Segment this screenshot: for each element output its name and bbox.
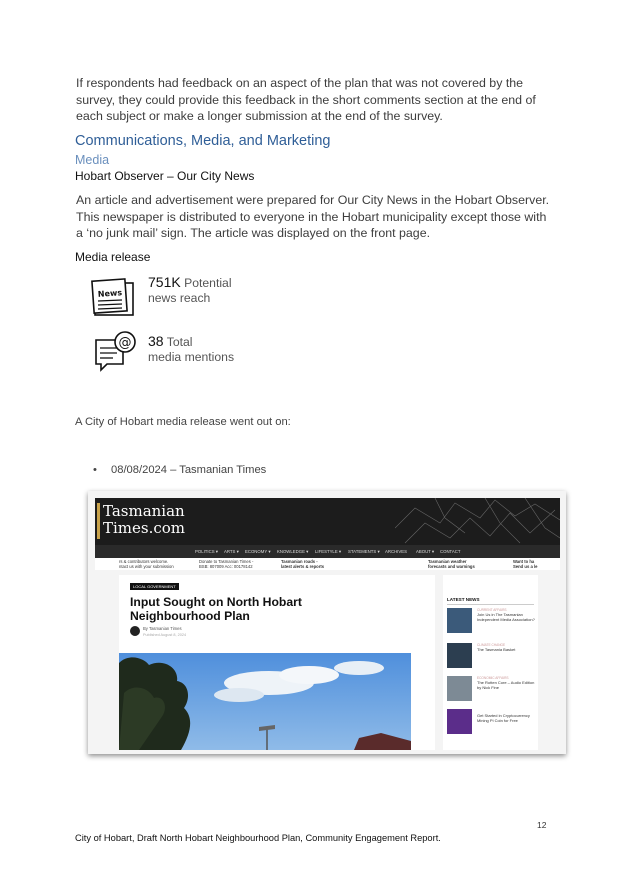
- release-intro: A City of Hobart media release went out on:: [75, 416, 291, 428]
- newspaper-icon: [90, 276, 136, 318]
- stat-value: 38: [148, 333, 164, 349]
- news-title: Join Us in The Tasmanian Independent Media Association?: [477, 612, 535, 622]
- sidebar-news-item[interactable]: [447, 676, 537, 704]
- news-thumbnail: [447, 676, 472, 701]
- release-item-text: 08/08/2024 – Tasmanian Times: [111, 464, 267, 476]
- article-photo: [119, 653, 411, 750]
- news-category: CLIMATE CHANGE: [477, 643, 506, 647]
- info-line: Want to ha: [513, 559, 535, 564]
- latest-news-sidebar: [443, 575, 538, 750]
- bullet: •: [93, 464, 97, 476]
- subsubsection-heading: Hobart Observer – Our City News: [75, 169, 255, 183]
- logo-line-1: Tasmanian: [103, 502, 185, 520]
- info-weather[interactable]: [428, 560, 498, 570]
- intro-paragraph: If respondents had feedback on an aspect of the plan that was not covered by the survey, they could provide this feedback in the short comments section at the end of each subject or make a longer submission at the end of the survey.: [76, 76, 536, 124]
- nav-knowledge[interactable]: KNOWLEDGE ▾: [277, 549, 309, 554]
- sidebar-news-item[interactable]: [447, 709, 537, 737]
- site-infobar: [95, 558, 560, 570]
- stat-label: Total: [166, 335, 193, 349]
- news-thumbnail: [447, 643, 472, 668]
- info-line: Tasmanian weather: [428, 559, 467, 564]
- news-category: CURRENT AFFAIRS: [477, 608, 507, 612]
- info-line-2: BSB: 807009 Acc: 00178142: [199, 563, 253, 569]
- article-content: [119, 575, 435, 750]
- article-date: Published August 8, 2024: [143, 633, 187, 637]
- info-contributors[interactable]: [119, 560, 189, 570]
- site-header: [95, 498, 560, 545]
- info-donate[interactable]: [199, 560, 269, 570]
- news-thumbnail: [447, 608, 472, 633]
- info-line-2: forecasts and warnings: [428, 563, 475, 569]
- article-author[interactable]: By Tasmanian Times: [143, 626, 182, 631]
- tasmanian-times-screenshot: [88, 491, 566, 754]
- stat-label-2: media mentions: [148, 350, 235, 364]
- nav-statements[interactable]: STATEMENTS ▾: [348, 549, 380, 554]
- stat-media-mentions: [148, 334, 234, 365]
- page-number: 12: [537, 820, 547, 830]
- sidebar-news-item[interactable]: [447, 643, 537, 671]
- article-category[interactable]: LOCAL GOVERNMENT: [130, 583, 179, 590]
- sidebar-heading: LATEST NEWS: [447, 597, 480, 602]
- svg-text:@: @: [118, 335, 132, 351]
- logo-line-2: Times.com: [103, 519, 186, 537]
- nav-lifestyle[interactable]: LIFESTYLE ▾: [315, 549, 342, 554]
- news-title: Get Started in Cryptocurrency Mining Pi Coin for Free: [477, 713, 530, 723]
- nav-contact[interactable]: CONTACT: [440, 549, 461, 554]
- info-want[interactable]: [513, 560, 559, 570]
- email-at-icon: [93, 330, 137, 374]
- nav-politics[interactable]: POLITICS ▾: [195, 549, 218, 554]
- stat-label-2: news reach: [148, 291, 211, 305]
- release-list-item: [93, 464, 266, 476]
- info-line: Donate to Tasmanian Times -: [199, 559, 254, 564]
- article-title: Input Sought on North Hobart Neighbourhood Plan: [130, 595, 302, 623]
- site-logo[interactable]: [97, 501, 186, 541]
- stat-value: 751K: [148, 274, 181, 290]
- nav-archives[interactable]: ARCHIVES: [385, 549, 407, 554]
- site-nav: [95, 545, 560, 558]
- section-heading: Communications, Media, and Marketing: [75, 133, 331, 149]
- stat-label: Potential: [184, 276, 232, 290]
- info-roads[interactable]: [281, 560, 351, 570]
- nav-economy[interactable]: ECONOMY ▾: [245, 549, 271, 554]
- news-thumbnail: [447, 709, 472, 734]
- info-line: Tasmanian roads -: [281, 559, 318, 564]
- subsection-heading: Media: [75, 153, 110, 167]
- stat-news-reach: [148, 275, 232, 306]
- nav-arts[interactable]: ARTS ▾: [224, 549, 239, 554]
- sidebar-news-item[interactable]: [447, 608, 537, 636]
- sidebar-divider: [447, 604, 534, 605]
- header-decoration: [395, 498, 560, 545]
- media-release-heading: Media release: [75, 250, 151, 264]
- nav-about[interactable]: ABOUT ▾: [416, 549, 435, 554]
- news-title: The Rotten Core – Audio Edition by Nick Fine: [477, 680, 535, 690]
- info-line-2: Send us a le: [513, 563, 538, 569]
- news-category: ECONOMIC AFFAIRS: [477, 676, 509, 680]
- news-title: The Tasmania Basket: [477, 647, 516, 652]
- author-avatar: [130, 626, 140, 636]
- svg-text:News: News: [97, 288, 123, 299]
- page-footer: City of Hobart, Draft North Hobart Neighbourhood Plan, Community Engagement Report.: [75, 833, 441, 843]
- info-line-2: ntact us with your submission: [119, 563, 174, 569]
- info-line: rs & contributors welcome.: [119, 559, 169, 564]
- observer-paragraph: An article and advertisement were prepared for Our City News in the Hobart Observer. This newspaper is distributed to everyone in the Hobart municipality except those with a ‘no junk mail’ sign. The article was displayed on the front page.: [76, 193, 550, 241]
- info-line-2: latest alerts & reports: [281, 563, 325, 569]
